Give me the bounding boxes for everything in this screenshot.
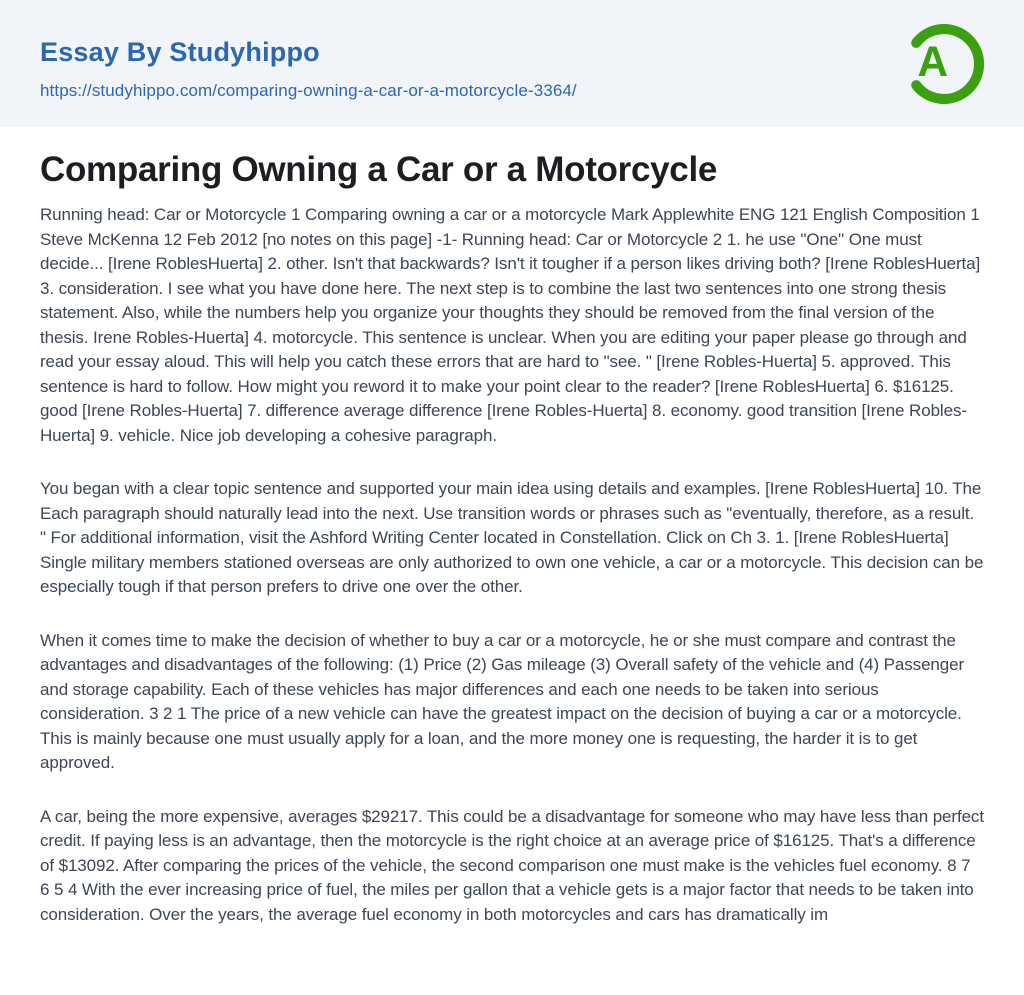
essay-paragraph: You began with a clear topic sentence and supported your main idea using details and examples. [Irene RoblesHuerta] 10. The Each paragraph should naturally lead into the next. Use transition words or phrases such as "eventually, therefore, as a result. " For additional information, visit the Ashford Writing Center located in Constellation. Click on Ch 3. 1. [Irene RoblesHuerta] Single military members stationed overseas are only authorized to own one vehicle, a car or a motorcycle. This decision can be especially tough if that person prefers to drive one over the other. (40, 479, 984, 596)
page-header (0, 0, 1024, 127)
page-url-link[interactable]: https://studyhippo.com/comparing-owning-a-car-or-a-motorcycle-3364/ (40, 80, 577, 100)
article-title: Comparing Owning a Car or a Motorcycle (40, 150, 718, 189)
essay-paragraph: When it comes time to make the decision of whether to buy a car or a motorcycle, he or she must compare and contrast the advantages and disadvantages of the following: (1) Price (2) Gas mileage (3) Overall safety of the vehicle and (4) Passenger and storage capability. Each of these vehicles has major differences and each one needs to be taken into serious consideration. 3 2 1 The price of a new vehicle can have the greatest impact on the decision of buying a car or a motorcycle. This is mainly because one must usually apply for a loan, and the more money one is requesting, the harder it is to get approved. (40, 630, 965, 772)
logo-letter: A (917, 37, 949, 85)
header-text-block (40, 27, 577, 101)
studyhippo-logo-icon (896, 18, 988, 110)
essay-paragraph: A car, being the more expensive, averages $29217. This could be a disadvantage for someone who may have less than perfect credit. If paying less is an advantage, then the motorcycle is the right choice at an average price of $16125. That's a difference of $13092. After comparing the prices of the vehicle, the second comparison one must make is the vehicles fuel economy. 8 7 6 5 4 With the ever increasing price of fuel, the miles per gallon that a vehicle gets is a major factor that needs to be taken into consideration. Over the years, the average fuel economy in both motorcycles and cars has dramatically im (40, 806, 984, 924)
essay-paragraph: Running head: Car or Motorcycle 1 Comparing owning a car or a motorcycle Mark Applewhite ENG 121 English Composition 1 Steve McKenna 12 Feb 2012 [no notes on this page] -1- Running head: Car or Motorcycle 2 1. he use "One" One must decide... [Irene RoblesHuerta] 2. other. Isn't that backwards? Isn't it tougher if a person likes driving both? [Irene RoblesHuerta] 3. consideration. I see what you have done here. The next step is to combine the last two sentences into one strong thesis statement. Also, while the numbers help you organize your thoughts they should be removed from the final version of the thesis. Irene Robles-Huerta] 4. motorcycle. This sentence is unclear. When you are editing your paper please go through and read your essay aloud. This will help you catch these errors that are hard to "see. " [Irene Robles-Huerta] 5. approved. This sentence is hard to follow. How might you reword it to make your point clear to the reader? [Irene RoblesHuerta] 6. $16125. good [Irene Robles-Huerta] 7. difference average difference [Irene Robles-Huerta] 8. economy. good transition [Irene Robles-Huerta] 9. vehicle. Nice job developing a cohesive paragraph. (40, 205, 981, 445)
essay-content (0, 127, 1024, 927)
essay-body (40, 203, 984, 927)
site-title: Essay By Studyhippo (40, 36, 320, 67)
